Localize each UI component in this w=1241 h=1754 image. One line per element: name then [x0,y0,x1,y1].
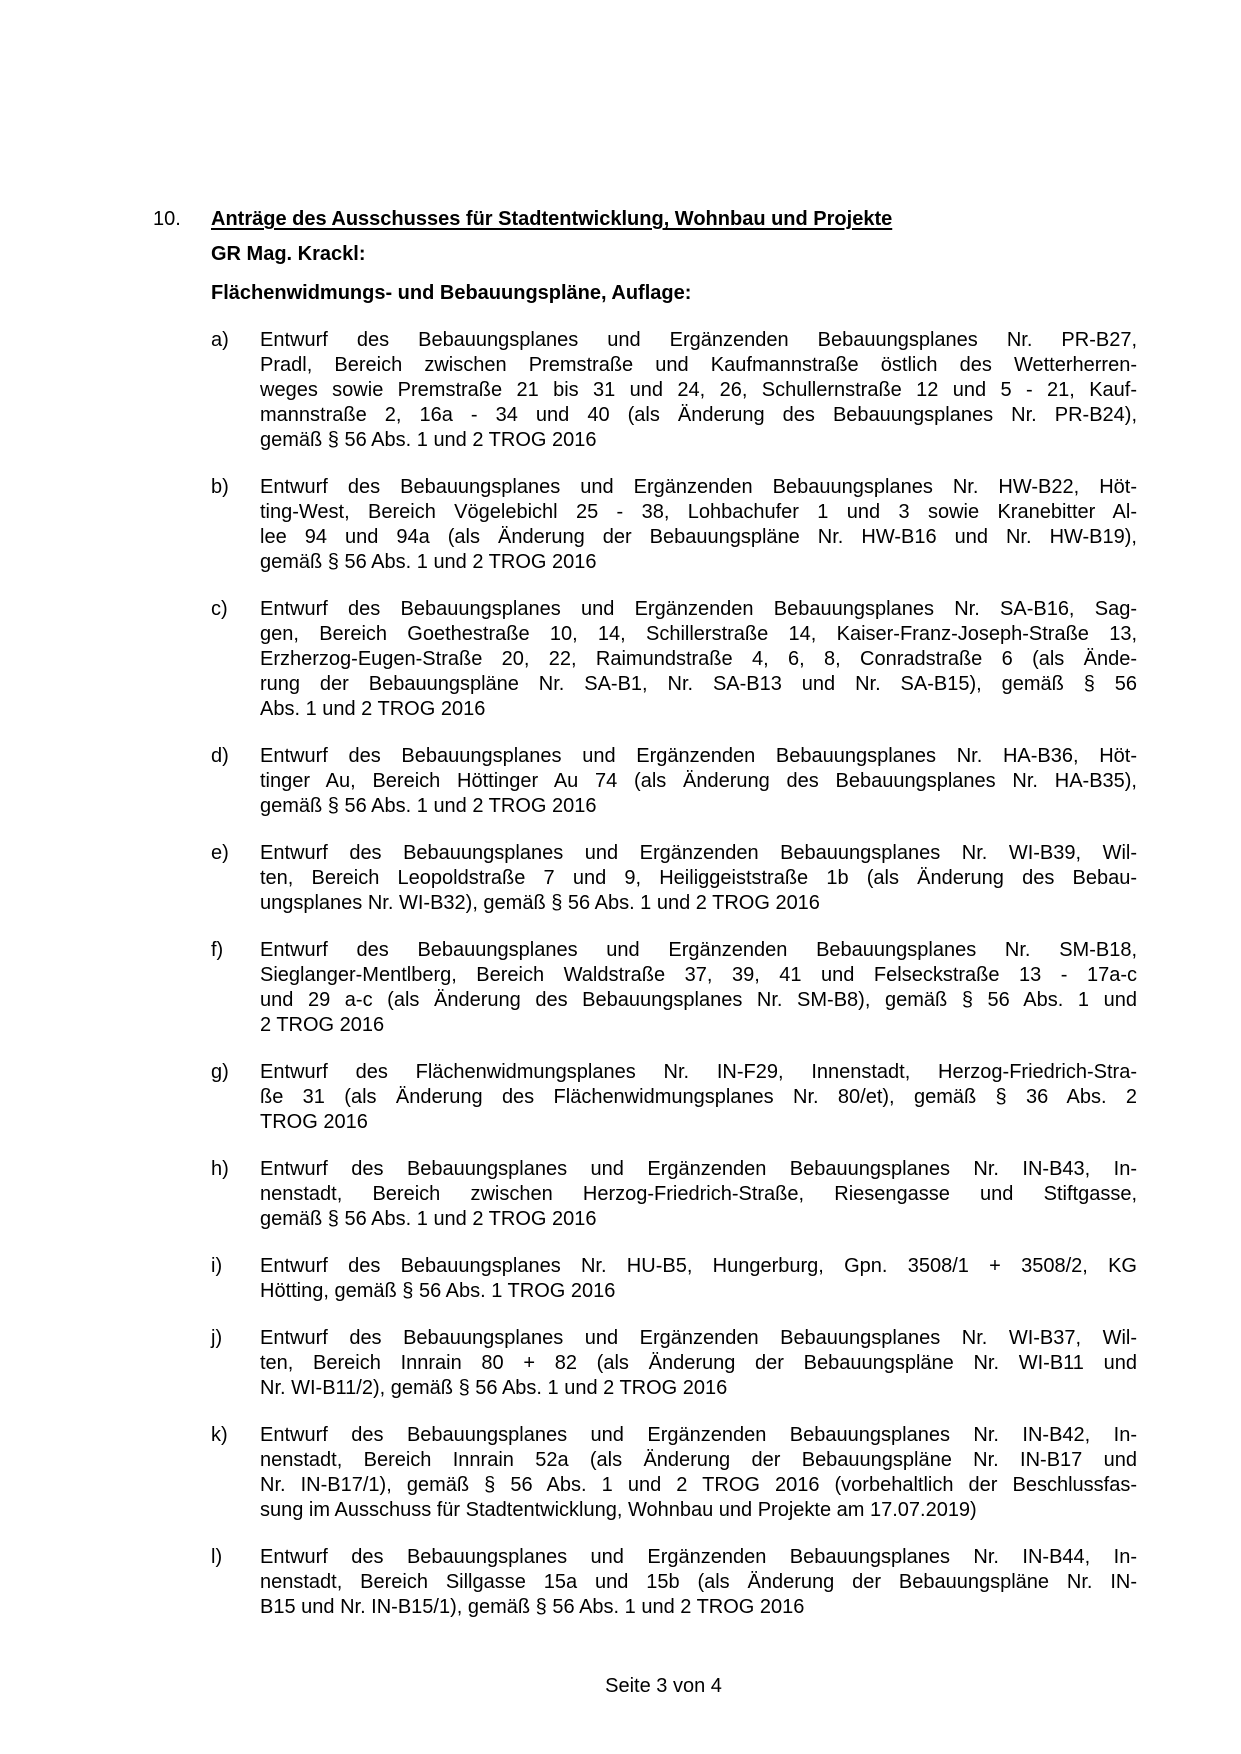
item-text: Entwurf des Bebauungsplanes und Ergänzenden Bebauungsplanes Nr. WI-B37, Wil- ten, Bereich Innrain 80 + 82 (als Änderung der Bebauungspläne Nr. WI-B11 und Nr. WI-B11/2), gemäß § 56 Abs. 1 und 2 TROG 2016 [260,1327,1137,1399]
item-text: Entwurf des Bebauungsplanes und Ergänzenden Bebauungsplanes Nr. SA-B16, Sag- gen, Bereich Goethestraße 10, 14, Schillerstraße 14, Kaiser-Franz-Joseph-Straße 13, Erzherzog-Eugen-Straße 20, 22, Raimundstraße 4, 6, 8, Conradstraße 6 (als Ände- rung der Bebauungspläne Nr. SA-B1, Nr. SA-B13 und Nr. SA-B15), gemäß § 56 Abs. 1 und 2 TROG 2016 [260,598,1137,720]
item-text: Entwurf des Flächenwidmungsplanes Nr. IN-F29, Innenstadt, Herzog-Friedrich-Stra- ße 31 (als Änderung des Flächenwidmungsplanes Nr. 80/et), gemäß § 36 Abs. 2 TROG 2016 [260,1061,1137,1133]
item-text: Entwurf des Bebauungsplanes und Ergänzenden Bebauungsplanes Nr. PR-B27, Pradl, Bereich zwischen Premstraße und Kaufmannstraße östlich des Wetterherren- weges sowie Premstraße 21 bis 31 und 24, 26, Schullernstraße 12 und 5 - 21, Kauf- mannstraße 2, 16a - 34 und 40 (als Änderung des Bebauungsplanes Nr. PR-B24), gemäß § 56 Abs. 1 und 2 TROG 2016 [260,329,1137,451]
item-text: Entwurf des Bebauungsplanes und Ergänzenden Bebauungsplanes Nr. IN-B42, In- nenstadt, Bereich Innrain 52a (als Änderung der Bebauungspläne Nr. IN-B17 und Nr. IN-B17/1), gemäß § 56 Abs. 1 und 2 TROG 2016 (vorbehaltlich der Beschlussfas- sung im Ausschuss für Stadtentwicklung, Wohnbau und Projekte am 17.07.2019) [260,1424,1137,1521]
section-title: Anträge des Ausschusses für Stadtentwicklung, Wohnbau und Projekte [211,208,893,230]
agenda-item-d [153,744,1137,819]
agenda-item-i [153,1254,1137,1304]
item-text: Entwurf des Bebauungsplanes und Ergänzenden Bebauungsplanes Nr. HA-B36, Höt- tinger Au, Bereich Höttinger Au 74 (als Änderung des Bebauungsplanes Nr. HA-B35), gemäß § 56 Abs. 1 und 2 TROG 2016 [260,745,1137,817]
item-label: e) [211,842,229,864]
item-text: Entwurf des Bebauungsplanes und Ergänzenden Bebauungsplanes Nr. IN-B44, In- nenstadt, Bereich Sillgasse 15a und 15b (als Änderung der Bebauungspläne Nr. IN- B15 und Nr. IN-B15/1), gemäß § 56 Abs. 1 und 2 TROG 2016 [260,1546,1137,1618]
agenda-item-k [153,1423,1137,1523]
agenda-item-h [153,1157,1137,1232]
item-label: j) [211,1327,223,1349]
item-label: b) [211,476,229,498]
item-label: i) [211,1255,223,1277]
item-text: Entwurf des Bebauungsplanes und Ergänzenden Bebauungsplanes Nr. HW-B22, Höt- ting-West, Bereich Vögelebichl 25 - 38, Lohbachufer 1 und 3 sowie Kranebitter Al- lee 94 und 94a (als Änderung der Bebauungspläne Nr. HW-B16 und Nr. HW-B19), gemäß § 56 Abs. 1 und 2 TROG 2016 [260,476,1137,573]
agenda-item-b [153,475,1137,575]
item-label: d) [211,745,229,767]
page-footer: Seite 3 von 4 [605,1675,722,1697]
agenda-item-l [153,1545,1137,1620]
agenda-item-e [153,841,1137,916]
item-text: Entwurf des Bebauungsplanes und Ergänzenden Bebauungsplanes Nr. WI-B39, Wil- ten, Bereich Leopoldstraße 7 und 9, Heiliggeiststraße 1b (als Änderung des Bebau- ungsplanes Nr. WI-B32), gemäß § 56 Abs. 1 und 2 TROG 2016 [260,842,1137,914]
item-text: Entwurf des Bebauungsplanes und Ergänzenden Bebauungsplanes Nr. IN-B43, In- nenstadt, Bereich zwischen Herzog-Friedrich-Straße, Riesengasse und Stiftgasse, gemäß § 56 Abs. 1 und 2 TROG 2016 [260,1158,1137,1230]
agenda-item-j [153,1326,1137,1401]
item-label: h) [211,1158,229,1180]
item-label: a) [211,329,229,351]
agenda-item-g [153,1060,1137,1135]
item-label: k) [211,1424,228,1446]
agenda-item-c [153,597,1137,722]
page-content [153,207,1137,1620]
item-label: l) [211,1546,223,1568]
item-label: f) [211,939,224,961]
speaker-line: GR Mag. Krackl: [211,243,366,265]
subheading: Flächenwidmungs- und Bebauungspläne, Auflage: [211,282,692,304]
section-heading-row [153,207,1137,232]
section-number: 10. [153,208,181,230]
item-text: Entwurf des Bebauungsplanes und Ergänzenden Bebauungsplanes Nr. SM-B18, Sieglanger-Mentlberg, Bereich Waldstraße 37, 39, 41 und Felseckstraße 13 - 17a-c und 29 a-c (als Änderung des Bebauungsplanes Nr. SM-B8), gemäß § 56 Abs. 1 und 2 TROG 2016 [260,939,1137,1036]
item-label: c) [211,598,228,620]
item-label: g) [211,1061,229,1083]
agenda-item-f [153,938,1137,1038]
agenda-item-a [153,328,1137,453]
item-text: Entwurf des Bebauungsplanes Nr. HU-B5, Hungerburg, Gpn. 3508/1 + 3508/2, KG Hötting, gemäß § 56 Abs. 1 TROG 2016 [260,1255,1137,1302]
